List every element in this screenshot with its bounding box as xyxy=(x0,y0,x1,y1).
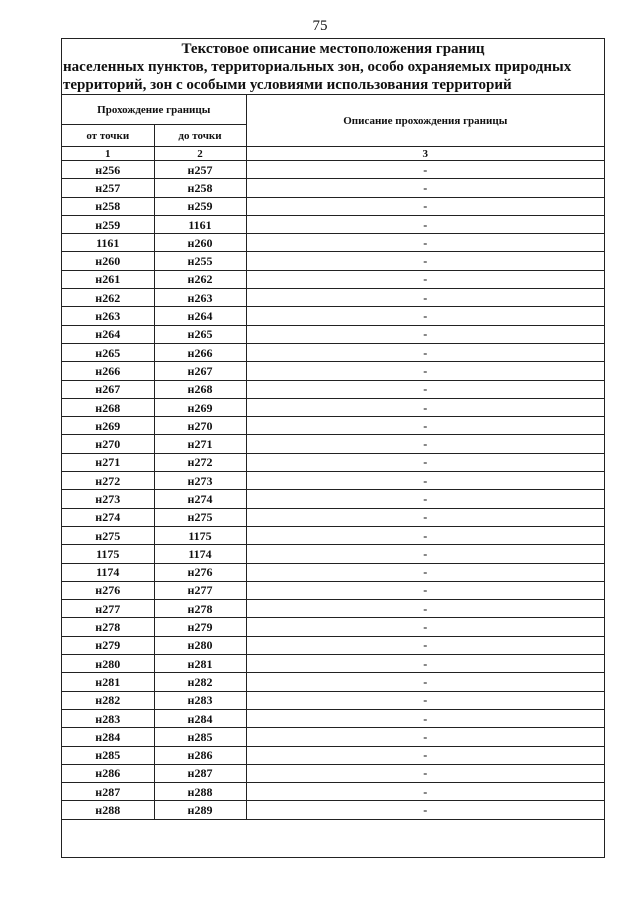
table-filler-row xyxy=(62,819,604,866)
table-row xyxy=(62,307,604,325)
cell-to-point: н274 xyxy=(154,490,246,508)
table-row xyxy=(62,161,604,179)
title-line-2: населенных пунктов, территориальных зон, особо охраняемых природных xyxy=(63,59,572,75)
cell-description: - xyxy=(246,618,604,636)
cell-from-point: н260 xyxy=(62,252,154,270)
header-description: Описание прохождения границы xyxy=(246,95,604,147)
cell-description: - xyxy=(246,234,604,252)
cell-description: - xyxy=(246,655,604,673)
table-row xyxy=(62,472,604,490)
cell-to-point: н271 xyxy=(154,435,246,453)
cell-from-point: 1174 xyxy=(62,563,154,581)
cell-description: - xyxy=(246,709,604,727)
table-row xyxy=(62,215,604,233)
document-title xyxy=(62,39,604,95)
cell-from-point: н262 xyxy=(62,289,154,307)
cell-to-point: н265 xyxy=(154,325,246,343)
column-number-1: 1 xyxy=(62,147,154,161)
cell-description: - xyxy=(246,289,604,307)
cell-to-point: н285 xyxy=(154,728,246,746)
cell-to-point: н281 xyxy=(154,655,246,673)
table-row xyxy=(62,618,604,636)
cell-from-point: н263 xyxy=(62,307,154,325)
cell-description: - xyxy=(246,673,604,691)
cell-description: - xyxy=(246,215,604,233)
cell-from-point: н288 xyxy=(62,801,154,819)
cell-to-point: н287 xyxy=(154,764,246,782)
table-row xyxy=(62,179,604,197)
cell-from-point: н265 xyxy=(62,343,154,361)
cell-to-point: н260 xyxy=(154,234,246,252)
table-row xyxy=(62,234,604,252)
cell-description: - xyxy=(246,746,604,764)
table-row xyxy=(62,417,604,435)
cell-to-point: 1175 xyxy=(154,526,246,544)
cell-from-point: н274 xyxy=(62,508,154,526)
table-row xyxy=(62,380,604,398)
cell-from-point: н287 xyxy=(62,783,154,801)
cell-description: - xyxy=(246,252,604,270)
cell-description: - xyxy=(246,179,604,197)
cell-description: - xyxy=(246,453,604,471)
cell-to-point: н282 xyxy=(154,673,246,691)
cell-to-point: н267 xyxy=(154,362,246,380)
cell-description: - xyxy=(246,581,604,599)
table-row xyxy=(62,673,604,691)
cell-to-point: н276 xyxy=(154,563,246,581)
cell-from-point: н271 xyxy=(62,453,154,471)
table-row xyxy=(62,435,604,453)
table-row xyxy=(62,581,604,599)
cell-from-point: н284 xyxy=(62,728,154,746)
table-row xyxy=(62,270,604,288)
cell-description: - xyxy=(246,270,604,288)
cell-from-point: н285 xyxy=(62,746,154,764)
table-row xyxy=(62,526,604,544)
cell-description: - xyxy=(246,490,604,508)
cell-from-point: н258 xyxy=(62,197,154,215)
table-row xyxy=(62,600,604,618)
table-row xyxy=(62,728,604,746)
title-line-1: Текстовое описание местоположения границ xyxy=(181,41,485,57)
cell-from-point: н282 xyxy=(62,691,154,709)
cell-to-point: н257 xyxy=(154,161,246,179)
cell-to-point: н259 xyxy=(154,197,246,215)
cell-description: - xyxy=(246,636,604,654)
table-row xyxy=(62,289,604,307)
document-frame xyxy=(61,38,605,858)
column-number-2: 2 xyxy=(154,147,246,161)
boundary-table xyxy=(62,95,604,866)
cell-from-point: н286 xyxy=(62,764,154,782)
table-row xyxy=(62,197,604,215)
cell-to-point: н278 xyxy=(154,600,246,618)
cell-to-point: н270 xyxy=(154,417,246,435)
table-row xyxy=(62,252,604,270)
header-boundary-passage: Прохождение границы xyxy=(62,95,246,125)
cell-from-point: 1175 xyxy=(62,545,154,563)
empty-filler-cell xyxy=(62,819,604,866)
cell-from-point: н264 xyxy=(62,325,154,343)
cell-from-point: н280 xyxy=(62,655,154,673)
cell-description: - xyxy=(246,563,604,581)
cell-to-point: н264 xyxy=(154,307,246,325)
cell-description: - xyxy=(246,435,604,453)
title-line-3: территорий, зон с особыми условиями использования территорий xyxy=(63,77,512,93)
table-row xyxy=(62,325,604,343)
cell-from-point: н272 xyxy=(62,472,154,490)
cell-to-point: н289 xyxy=(154,801,246,819)
cell-description: - xyxy=(246,197,604,215)
header-from-point: от точки xyxy=(62,125,154,147)
cell-description: - xyxy=(246,728,604,746)
cell-from-point: н269 xyxy=(62,417,154,435)
cell-description: - xyxy=(246,472,604,490)
cell-from-point: н257 xyxy=(62,179,154,197)
cell-to-point: н283 xyxy=(154,691,246,709)
cell-from-point: н268 xyxy=(62,398,154,416)
table-body xyxy=(62,161,604,866)
table-row xyxy=(62,691,604,709)
cell-description: - xyxy=(246,545,604,563)
cell-description: - xyxy=(246,343,604,361)
cell-from-point: н281 xyxy=(62,673,154,691)
table-row xyxy=(62,636,604,654)
cell-from-point: 1161 xyxy=(62,234,154,252)
cell-description: - xyxy=(246,325,604,343)
cell-description: - xyxy=(246,161,604,179)
cell-description: - xyxy=(246,764,604,782)
cell-from-point: н277 xyxy=(62,600,154,618)
cell-to-point: н275 xyxy=(154,508,246,526)
table-row xyxy=(62,343,604,361)
table-row xyxy=(62,746,604,764)
table-row xyxy=(62,709,604,727)
cell-to-point: н258 xyxy=(154,179,246,197)
table-row xyxy=(62,801,604,819)
cell-to-point: н286 xyxy=(154,746,246,764)
header-to-point: до точки xyxy=(154,125,246,147)
cell-to-point: н255 xyxy=(154,252,246,270)
cell-to-point: н288 xyxy=(154,783,246,801)
column-number-3: 3 xyxy=(246,147,604,161)
cell-to-point: 1161 xyxy=(154,215,246,233)
cell-description: - xyxy=(246,417,604,435)
cell-description: - xyxy=(246,691,604,709)
cell-from-point: н278 xyxy=(62,618,154,636)
table-row xyxy=(62,764,604,782)
cell-from-point: н261 xyxy=(62,270,154,288)
cell-from-point: н273 xyxy=(62,490,154,508)
cell-to-point: н280 xyxy=(154,636,246,654)
cell-description: - xyxy=(246,508,604,526)
cell-from-point: н275 xyxy=(62,526,154,544)
cell-description: - xyxy=(246,783,604,801)
cell-from-point: н279 xyxy=(62,636,154,654)
cell-to-point: н266 xyxy=(154,343,246,361)
cell-to-point: н273 xyxy=(154,472,246,490)
cell-to-point: 1174 xyxy=(154,545,246,563)
cell-description: - xyxy=(246,362,604,380)
page-number: 75 xyxy=(312,18,328,34)
cell-from-point: н270 xyxy=(62,435,154,453)
table-row xyxy=(62,490,604,508)
table-row xyxy=(62,362,604,380)
cell-description: - xyxy=(246,380,604,398)
cell-from-point: н259 xyxy=(62,215,154,233)
cell-to-point: н279 xyxy=(154,618,246,636)
cell-from-point: н276 xyxy=(62,581,154,599)
table-row xyxy=(62,453,604,471)
cell-description: - xyxy=(246,526,604,544)
cell-description: - xyxy=(246,600,604,618)
cell-to-point: н268 xyxy=(154,380,246,398)
cell-to-point: н284 xyxy=(154,709,246,727)
cell-from-point: н266 xyxy=(62,362,154,380)
cell-description: - xyxy=(246,801,604,819)
cell-to-point: н277 xyxy=(154,581,246,599)
cell-from-point: н283 xyxy=(62,709,154,727)
table-row xyxy=(62,398,604,416)
table-row xyxy=(62,563,604,581)
table-row xyxy=(62,545,604,563)
cell-to-point: н262 xyxy=(154,270,246,288)
table-row xyxy=(62,783,604,801)
cell-to-point: н269 xyxy=(154,398,246,416)
cell-to-point: н263 xyxy=(154,289,246,307)
cell-description: - xyxy=(246,398,604,416)
cell-from-point: н267 xyxy=(62,380,154,398)
cell-from-point: н256 xyxy=(62,161,154,179)
table-row xyxy=(62,508,604,526)
table-row xyxy=(62,655,604,673)
cell-description: - xyxy=(246,307,604,325)
cell-to-point: н272 xyxy=(154,453,246,471)
